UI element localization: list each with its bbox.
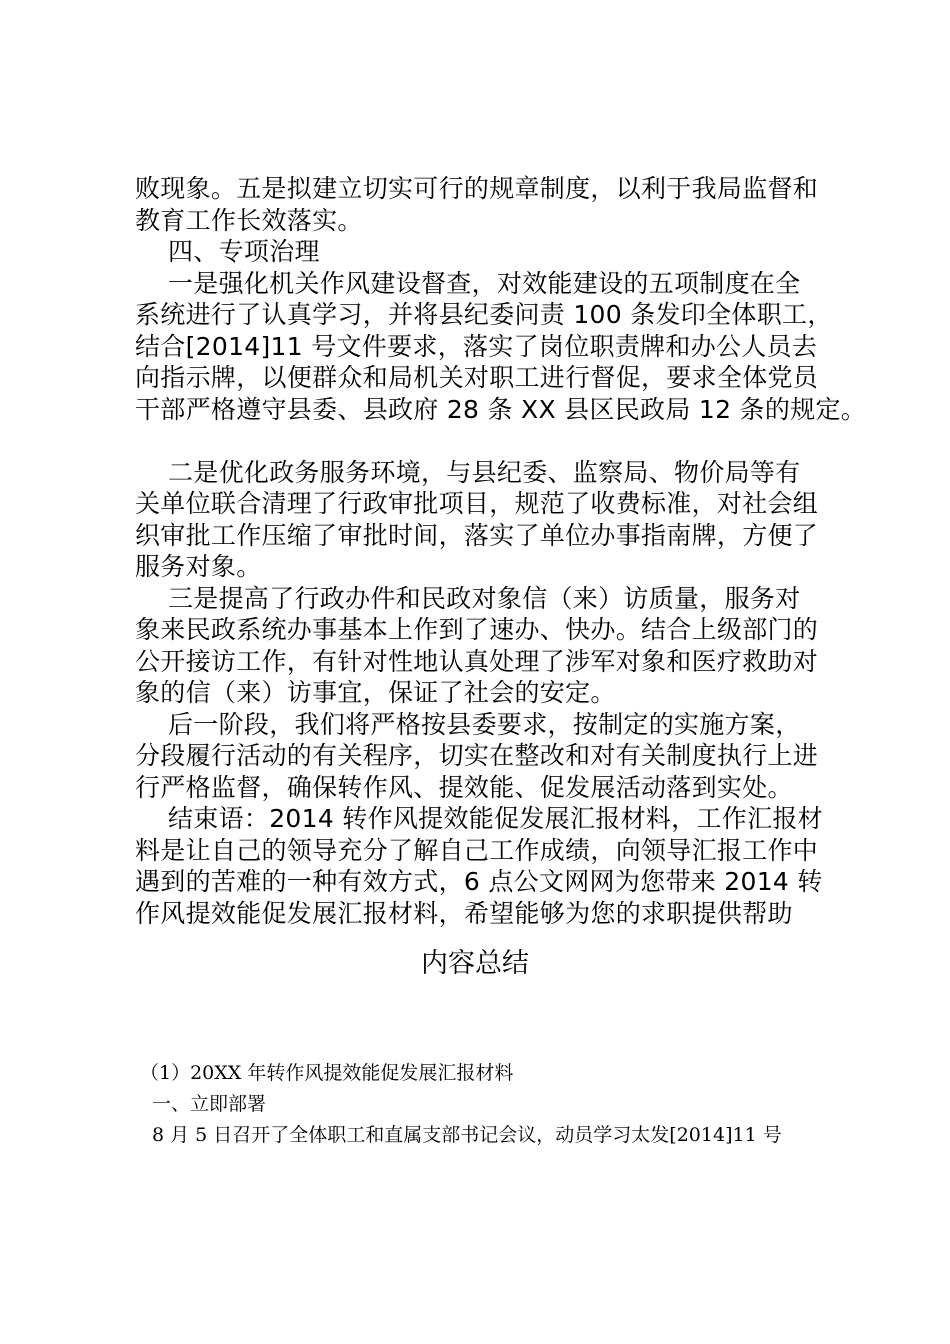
document-body (135, 173, 867, 929)
text-line: 遇到的苦难的一种有效方式，6 点公文网网为您带来 2014 转 (135, 867, 823, 896)
paragraph (135, 457, 845, 583)
text-line: 料是让自己的领导充分了解自己工作成绩，向领导汇报工作中 (135, 835, 819, 865)
summary-line: （1）20XX 年转作风提效能促发展汇报材料 (140, 1062, 514, 1084)
summary-body (140, 1058, 840, 1151)
text-line: 向指示牌，以便群众和局机关对职工进行督促，要求全体党员 (135, 363, 819, 392)
text-line: 结束语：2014 转作风提效能促发展汇报材料，工作汇报材 (168, 804, 823, 833)
text-line: 一是强化机关作风建设督查，对效能建设的五项制度在全 (168, 268, 801, 298)
summary-title: 内容总结 (421, 948, 529, 979)
text-line: 织审批工作压缩了审批时间，落实了单位办事指南牌，方便了 (135, 520, 819, 550)
text-line: 败现象。五是拟建立切实可行的规章制度，以利于我局监督和 (135, 174, 819, 203)
text-line: 二是优化政务服务环境，与县纪委、监察局、物价局等有 (168, 457, 801, 487)
paragraph (135, 173, 845, 236)
text-line: 分段履行活动的有关程序，切实在整改和对有关制度执行上进 (135, 741, 819, 770)
text-line: 结合[2014]11 号文件要求，落实了岗位职责牌和办公人员去 (135, 331, 818, 361)
text-line: 四、专项治理 (168, 237, 320, 266)
paragraph (135, 236, 845, 268)
text-line: 服务对象。 (135, 552, 262, 581)
text-line: 行严格监督，确保转作风、提效能、促发展活动落到实处。 (135, 772, 793, 802)
summary-line: 一、立即部署 (152, 1093, 267, 1115)
text-line: 三是提高了行政办件和民政对象信（来）访质量，服务对 (168, 583, 801, 613)
paragraph-gap (135, 425, 845, 457)
paragraph (135, 268, 867, 426)
text-line: 公开接访工作，有针对性地认真处理了涉军对象和医疗救助对 (135, 646, 819, 676)
text-line: 作风提效能促发展汇报材料，希望能够为您的求职提供帮助 (135, 898, 793, 928)
text-line: 象来民政系统办事基本上作到了速办、快办。结合上级部门的 (135, 615, 819, 644)
summary-line: 8 月 5 日召开了全体职工和直属支部书记会议，动员学习太发[2014]11 号 (152, 1124, 782, 1146)
text-line: 后一阶段，我们将严格按县委要求，按制定的实施方案， (168, 709, 801, 739)
text-line: 干部严格遵守县委、县政府 28 条 XX 县区民政局 12 条的规定。 (135, 394, 867, 424)
paragraph (135, 709, 845, 804)
text-line: 系统进行了认真学习，并将县纪委问责 100 条发印全体职工， (135, 300, 833, 329)
paragraph (135, 583, 845, 709)
text-line: 教育工作长效落实。 (135, 205, 363, 235)
text-line: 象的信（来）访事宜，保证了社会的安定。 (135, 678, 616, 707)
text-line: 关单位联合清理了行政审批项目，规范了收费标准，对社会组 (135, 489, 819, 518)
paragraph (135, 803, 845, 929)
